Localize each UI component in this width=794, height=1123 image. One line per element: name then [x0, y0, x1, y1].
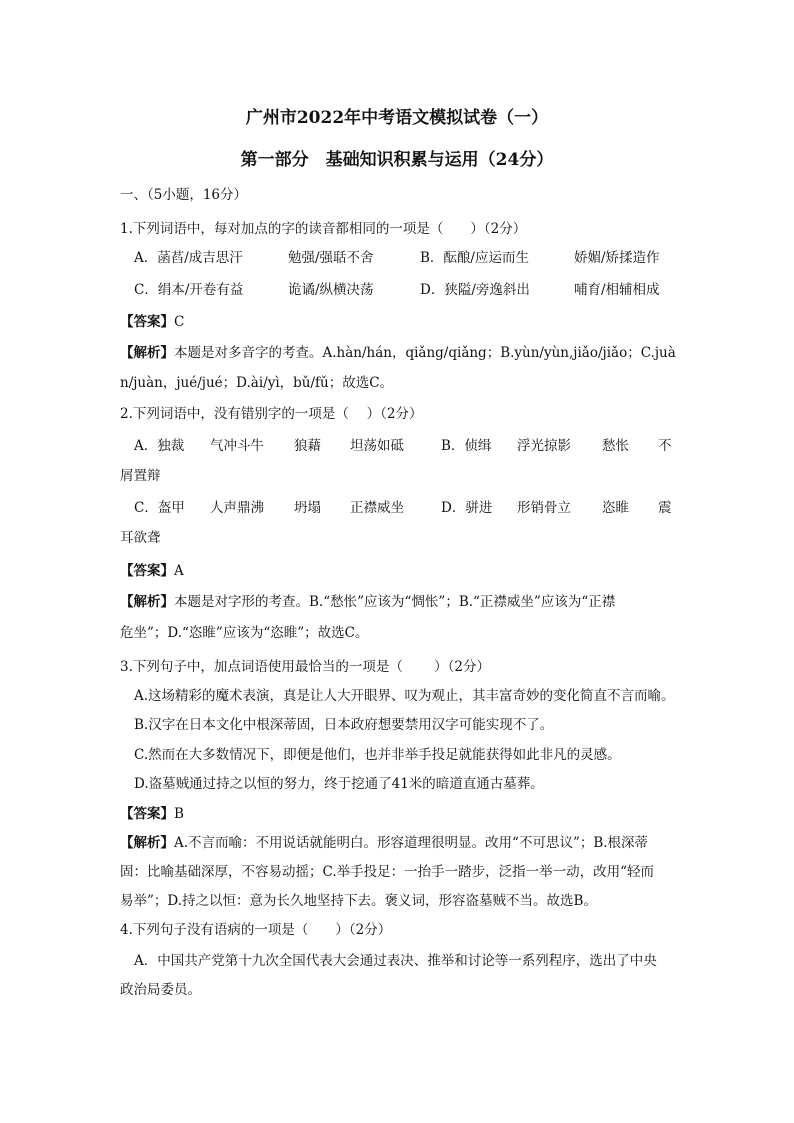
answer-label: 【答案】 — [120, 563, 174, 579]
q1-option-a: A．菡萏/成吉思汗 — [134, 250, 243, 266]
answer-value: B — [174, 806, 184, 822]
explanation-text: 本题是对多音字的考查。A.hàn/hán，qiǎng/qiǎng；B.yùn/yùn,jiǎo/jiǎo；C.juà — [174, 345, 676, 361]
q1-explanation-cont: n/juàn，jué/jué；D.ài/yì，bǔ/fǔ；故选C。 — [120, 375, 394, 391]
q2-word: 恣睢 — [602, 500, 629, 516]
q4-stem: 4.下列句子没有语病的一项是（ ）（2分） — [120, 922, 392, 938]
q2-word: 坦荡如砥 — [350, 438, 404, 454]
q1-option-d: D．狭隘/旁逸斜出 — [420, 282, 530, 298]
q2-option-d: D．骈进 — [441, 500, 493, 516]
q3-explanation — [120, 834, 648, 852]
explanation-text: A.不言而喻：不用说话就能明白。形容道理很明显。改用“不可思议”；B.根深蒂 — [174, 835, 649, 851]
answer-value: A — [174, 563, 184, 579]
q1-option-d-2: 哺育/相辅相成 — [574, 282, 660, 298]
q3-option-d: D.盗墓贼通过持之以恒的努力，终于挖通了41米的暗道直通古墓葬。 — [134, 776, 544, 792]
q3-explanation-cont: 易举”；D.持之以恒：意为长久地坚持下去。褒义词，形容盗墓贼不当。故选B。 — [120, 893, 597, 909]
q3-answer — [120, 805, 184, 823]
explanation-label: 【解析】 — [120, 345, 174, 361]
q4-option-a-wrap: 政治局委员。 — [120, 982, 201, 998]
q1-explanation — [120, 344, 676, 362]
explanation-text: 本题是对字形的考查。B.“愁怅”应该为“惆怅”；B.“正襟威坐”应该为“正襟 — [174, 594, 616, 610]
answer-label: 【答案】 — [120, 806, 174, 822]
answer-value: C — [174, 314, 185, 330]
q2-word: 气冲斗牛 — [210, 438, 264, 454]
q1-answer — [120, 313, 184, 331]
q2-option-c-wrap: 耳欲聋 — [120, 530, 161, 546]
answer-label: 【答案】 — [120, 314, 174, 330]
q2-word: 狼藉 — [294, 438, 321, 454]
q3-explanation-cont: 固：比喻基础深厚，不容易动摇；C.举手投足：一抬手一踏步，泛指一举一动，改用“轻而 — [120, 864, 655, 880]
q1-option-b: B．酝酿/应运而生 — [420, 250, 529, 266]
q3-stem: 3.下列句子中，加点词语使用最恰当的一项是（ ）（2分） — [120, 659, 491, 675]
q2-word: 震 — [658, 500, 672, 516]
q2-word: 人声鼎沸 — [210, 500, 264, 516]
q2-word: 不 — [658, 438, 672, 454]
q1-option-c: C．绢本/开卷有益 — [134, 282, 244, 298]
q1-stem: 1.下列词语中，每对加点的字的读音都相同的一项是（ ）（2分） — [120, 221, 527, 237]
q2-option-c: C．盔甲 — [134, 500, 185, 516]
q2-explanation — [120, 593, 615, 611]
page-title: 广州市2022年中考语文模拟试卷（一） — [245, 108, 549, 128]
q1-option-b-2: 娇媚/矫揉造作 — [574, 250, 660, 266]
q2-option-a-wrap: 屑置辩 — [120, 468, 161, 484]
q3-option-c: C.然而在大多数情况下，即便是他们，也并非举手投足就能获得如此非凡的灵感。 — [134, 747, 621, 763]
q2-option-b: B．侦缉 — [441, 438, 492, 454]
explanation-label: 【解析】 — [120, 594, 174, 610]
section-heading: 一、（5小题，16分） — [120, 187, 248, 203]
explanation-label: 【解析】 — [120, 835, 174, 851]
section-title: 第一部分 基础知识积累与运用（24分） — [240, 150, 554, 170]
q2-word: 愁怅 — [602, 438, 629, 454]
q3-option-b: B.汉字在日本文化中根深蒂固，日本政府想要禁用汉字可能实现不了。 — [134, 717, 554, 733]
q2-stem: 2.下列词语中，没有错别字的一项是（ ）（2分） — [120, 406, 423, 422]
q2-word: 坍塌 — [294, 500, 321, 516]
q2-word: 形销骨立 — [517, 500, 571, 516]
q4-option-a: A．中国共产党第十九次全国代表大会通过表决、推举和讨论等一系列程序，选出了中央 — [134, 953, 657, 969]
q2-option-a: A．独裁 — [134, 438, 185, 454]
q1-option-a-2: 勉强/强聒不舍 — [288, 250, 374, 266]
q1-option-c-2: 诡谲/纵横决荡 — [288, 282, 374, 298]
q2-explanation-cont: 危坐”；D.“恣睢”应该为“恣睢”；故选C。 — [120, 625, 369, 641]
q2-answer — [120, 562, 184, 580]
q3-option-a: A.这场精彩的魔术表演，真是让人大开眼界、叹为观止，其丰富奇妙的变化简直不言而喻。 — [134, 688, 675, 704]
q2-word: 浮光掠影 — [517, 438, 571, 454]
q2-word: 正襟威坐 — [350, 500, 404, 516]
